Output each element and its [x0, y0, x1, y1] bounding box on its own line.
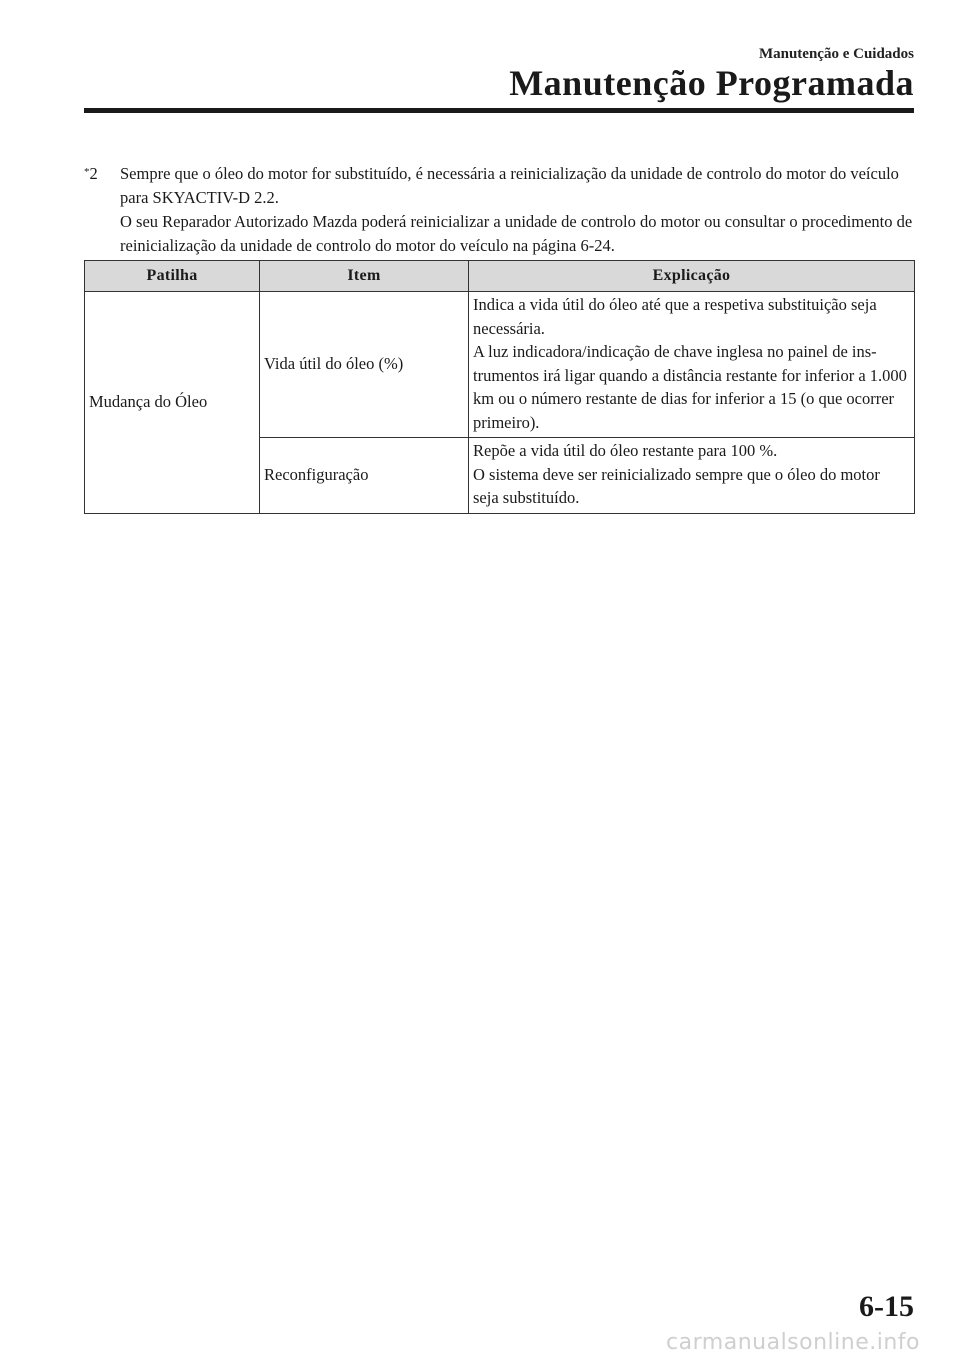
- footnote-paragraph: O seu Reparador Autorizado Mazda poderá reinicializar a unidade de controlo do motor ou consultar o procedimento de reinicialização da unidade de controlo do motor do veículo na página 6-24.: [120, 212, 913, 255]
- table-header-row: [85, 261, 915, 292]
- header-divider: [84, 108, 914, 113]
- footnote-paragraph: Sempre que o óleo do motor for substituído, é necessária a reinicialização da unidade de controlo do motor do veículo para SKYACTIV-D 2.2.: [120, 164, 899, 207]
- explanation-line: Repõe a vida útil do óleo restante para 100 %.: [473, 441, 778, 460]
- table-row: [85, 292, 915, 438]
- explanation-cell: [469, 292, 915, 438]
- footnote-asterisk: *: [84, 166, 90, 178]
- footnote-number: 2: [89, 164, 98, 183]
- tab-cell: Mudança do Óleo: [85, 292, 260, 514]
- column-header-explanation: Explicação: [469, 261, 915, 292]
- explanation-line: Indica a vida útil do óleo até que a respetiva substituição seja necessária.: [473, 295, 877, 338]
- watermark: carmanualsonline.info: [666, 1330, 920, 1355]
- item-cell: Reconfiguração: [260, 438, 469, 514]
- oil-change-table: [84, 260, 915, 514]
- page-title: Manutenção Programada: [509, 63, 914, 103]
- page-number: 6-15: [859, 1290, 914, 1323]
- section-heading: Manutenção e Cuidados: [758, 46, 914, 62]
- explanation-line: A luz indicadora/indicação de chave inglesa no painel de ins-trumentos irá ligar quando a distância restante for inferior a 1.000 km ou o número restante de dias for inferior a 15 (o que ocorrer primeiro).: [473, 342, 907, 432]
- footnote: [84, 162, 914, 258]
- item-cell: Vida útil do óleo (%): [260, 292, 469, 438]
- explanation-cell: [469, 438, 915, 514]
- footnote-marker: [84, 162, 114, 186]
- column-header-tab: Patilha: [85, 261, 260, 292]
- footnote-body: [120, 162, 914, 258]
- column-header-item: Item: [260, 261, 469, 292]
- explanation-line: O sistema deve ser reinicializado sempre que o óleo do motor seja substituído.: [473, 464, 880, 507]
